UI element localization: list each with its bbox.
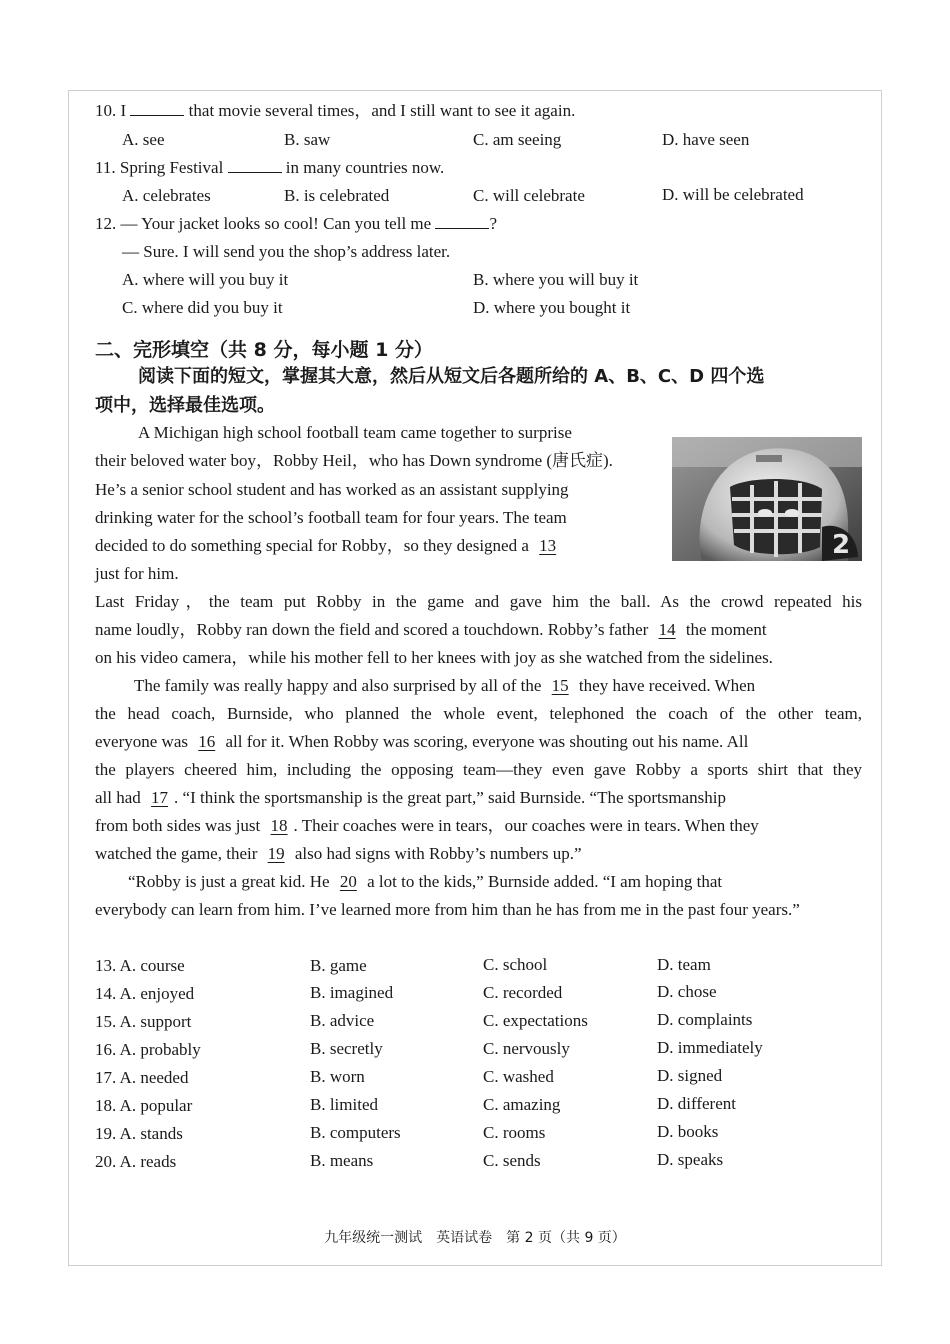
option-20-b: B. means bbox=[310, 1151, 374, 1170]
option-18-b: B. limited bbox=[310, 1095, 378, 1114]
option-17-a: 17. A. needed bbox=[95, 1068, 189, 1087]
passage-line: from both sides was just 18 . Their coaches were in tears，our coaches were in tears. When they bbox=[95, 816, 759, 835]
option-14-a: 14. A. enjoyed bbox=[95, 984, 195, 1003]
q12-option-b: B. where you will buy it bbox=[473, 270, 639, 289]
option-13-d: D. team bbox=[657, 955, 711, 974]
passage-line: name loudly，Robby ran down the field and scored a touchdown. Robby’s father 14 the moment bbox=[95, 620, 767, 639]
football-player-photo bbox=[672, 437, 862, 561]
cloze-blank-15: 15 bbox=[551, 676, 569, 695]
option-18-a: 18. A. popular bbox=[95, 1096, 193, 1115]
option-17-b: B. worn bbox=[310, 1067, 365, 1086]
question-12-reply: — Sure. I will send you the shop’s address later. bbox=[122, 242, 451, 261]
passage-line: watched the game, their 19 also had signs with Robby’s numbers up.” bbox=[95, 844, 582, 863]
question-12-stem: 12. — Your jacket looks so cool! Can you tell me ? bbox=[95, 214, 497, 233]
cloze-blank-17: 17 bbox=[151, 788, 169, 807]
passage-line: everyone was 16 all for it. When Robby was scoring, everyone was shouting out his name. All bbox=[95, 732, 749, 751]
passage-line: everybody can learn from him. I’ve learned more from him than he has from me in the past four years.” bbox=[95, 900, 800, 919]
cloze-blank-20: 20 bbox=[339, 872, 357, 891]
passage-line: drinking water for the school’s football team for four years. The team bbox=[95, 508, 567, 527]
q11-option-a: A. celebrates bbox=[122, 186, 211, 205]
svg-text:2: 2 bbox=[832, 530, 851, 560]
option-16-b: B. secretly bbox=[310, 1039, 383, 1058]
q11-option-c: C. will celebrate bbox=[473, 186, 585, 205]
passage-line: the head coach, Burnside, who planned the whole event, telephoned the coach of the other team, bbox=[95, 704, 862, 723]
option-17-d: D. signed bbox=[657, 1066, 723, 1085]
cloze-blank-16: 16 bbox=[198, 732, 216, 751]
option-15-a: 15. A. support bbox=[95, 1012, 192, 1031]
passage-line: A Michigan high school football team came together to surprise bbox=[138, 423, 572, 442]
q10-option-a: A. see bbox=[122, 130, 165, 149]
q11-option-b: B. is celebrated bbox=[284, 186, 390, 205]
question-10-stem: 10. I that movie several times，and I still want to see it again. bbox=[95, 101, 576, 120]
option-14-d: D. chose bbox=[657, 982, 717, 1001]
option-19-c: C. rooms bbox=[483, 1123, 546, 1142]
option-20-d: D. speaks bbox=[657, 1150, 724, 1169]
section-title: 二、完形填空（共 8 分，每小题 1 分） bbox=[95, 339, 433, 361]
passage-line: He’s a senior school student and has worked as an assistant supplying bbox=[95, 480, 569, 499]
q10-option-b: B. saw bbox=[284, 130, 331, 149]
passage-line: decided to do something special for Robby，so they designed a 13 bbox=[95, 536, 562, 556]
section-instruction-line-1: 阅读下面的短文，掌握其大意，然后从短文后各题所给的 A、B、C、D 四个选 bbox=[138, 366, 765, 387]
q10-option-c: C. am seeing bbox=[473, 130, 562, 149]
page-footer: 九年级统一测试 英语试卷 第 2 页（共 9 页） bbox=[324, 1230, 626, 1246]
passage-line: all had 17 . “I think the sportsmanship is the great part,” said Burnside. “The sportsmanship bbox=[95, 788, 726, 807]
option-15-b: B. advice bbox=[310, 1011, 375, 1030]
option-19-b: B. computers bbox=[310, 1123, 401, 1142]
passage-line: Last Friday，the team put Robby in the game and gave him the ball. As the crowd repeated his bbox=[95, 592, 862, 611]
cloze-blank-13: 13 bbox=[539, 536, 557, 555]
option-18-c: C. amazing bbox=[483, 1095, 561, 1114]
cloze-blank-18: 18 bbox=[270, 816, 288, 835]
option-19-a: 19. A. stands bbox=[95, 1124, 183, 1143]
answer-blank bbox=[130, 101, 184, 116]
option-13-c: C. school bbox=[483, 955, 548, 974]
option-18-d: D. different bbox=[657, 1094, 736, 1113]
option-16-a: 16. A. probably bbox=[95, 1040, 201, 1059]
q12-option-a: A. where will you buy it bbox=[122, 270, 289, 289]
passage-line: the players cheered him, including the opposing team—they even gave Robby a sports shirt that they bbox=[95, 760, 862, 779]
option-17-c: C. washed bbox=[483, 1067, 554, 1086]
passage-line: their beloved water boy，Robby Heil，who has Down syndrome (唐氏症). bbox=[95, 451, 613, 470]
passage-line: just for him. bbox=[95, 564, 179, 583]
question-11-stem: 11. Spring Festival in many countries now. bbox=[95, 158, 445, 177]
q11-option-d: D. will be celebrated bbox=[662, 185, 804, 204]
q12-option-d: D. where you bought it bbox=[473, 298, 631, 317]
option-14-b: B. imagined bbox=[310, 983, 394, 1002]
passage-line: on his video camera，while his mother fell to her knees with joy as she watched from the sidelines. bbox=[95, 648, 773, 667]
option-13-a: 13. A. course bbox=[95, 956, 185, 975]
cloze-blank-19: 19 bbox=[267, 844, 285, 863]
option-20-a: 20. A. reads bbox=[95, 1152, 177, 1171]
answer-blank bbox=[228, 158, 282, 173]
q12-option-c: C. where did you buy it bbox=[122, 298, 283, 317]
option-16-c: C. nervously bbox=[483, 1039, 570, 1058]
option-13-b: B. game bbox=[310, 956, 367, 975]
option-16-d: D. immediately bbox=[657, 1038, 763, 1057]
q10-option-d: D. have seen bbox=[662, 130, 750, 149]
passage-line: The family was really happy and also surprised by all of the 15 they have received. When bbox=[134, 676, 756, 695]
passage-line: “Robby is just a great kid. He 20 a lot to the kids,” Burnside added. “I am hoping that bbox=[128, 872, 723, 891]
answer-blank bbox=[435, 214, 489, 229]
option-14-c: C. recorded bbox=[483, 983, 563, 1002]
option-15-d: D. complaints bbox=[657, 1010, 753, 1029]
cloze-blank-14: 14 bbox=[658, 620, 676, 639]
option-20-c: C. sends bbox=[483, 1151, 541, 1170]
option-15-c: C. expectations bbox=[483, 1011, 588, 1030]
option-19-d: D. books bbox=[657, 1122, 719, 1141]
section-instruction-line-2: 项中，选择最佳选项。 bbox=[95, 395, 275, 416]
